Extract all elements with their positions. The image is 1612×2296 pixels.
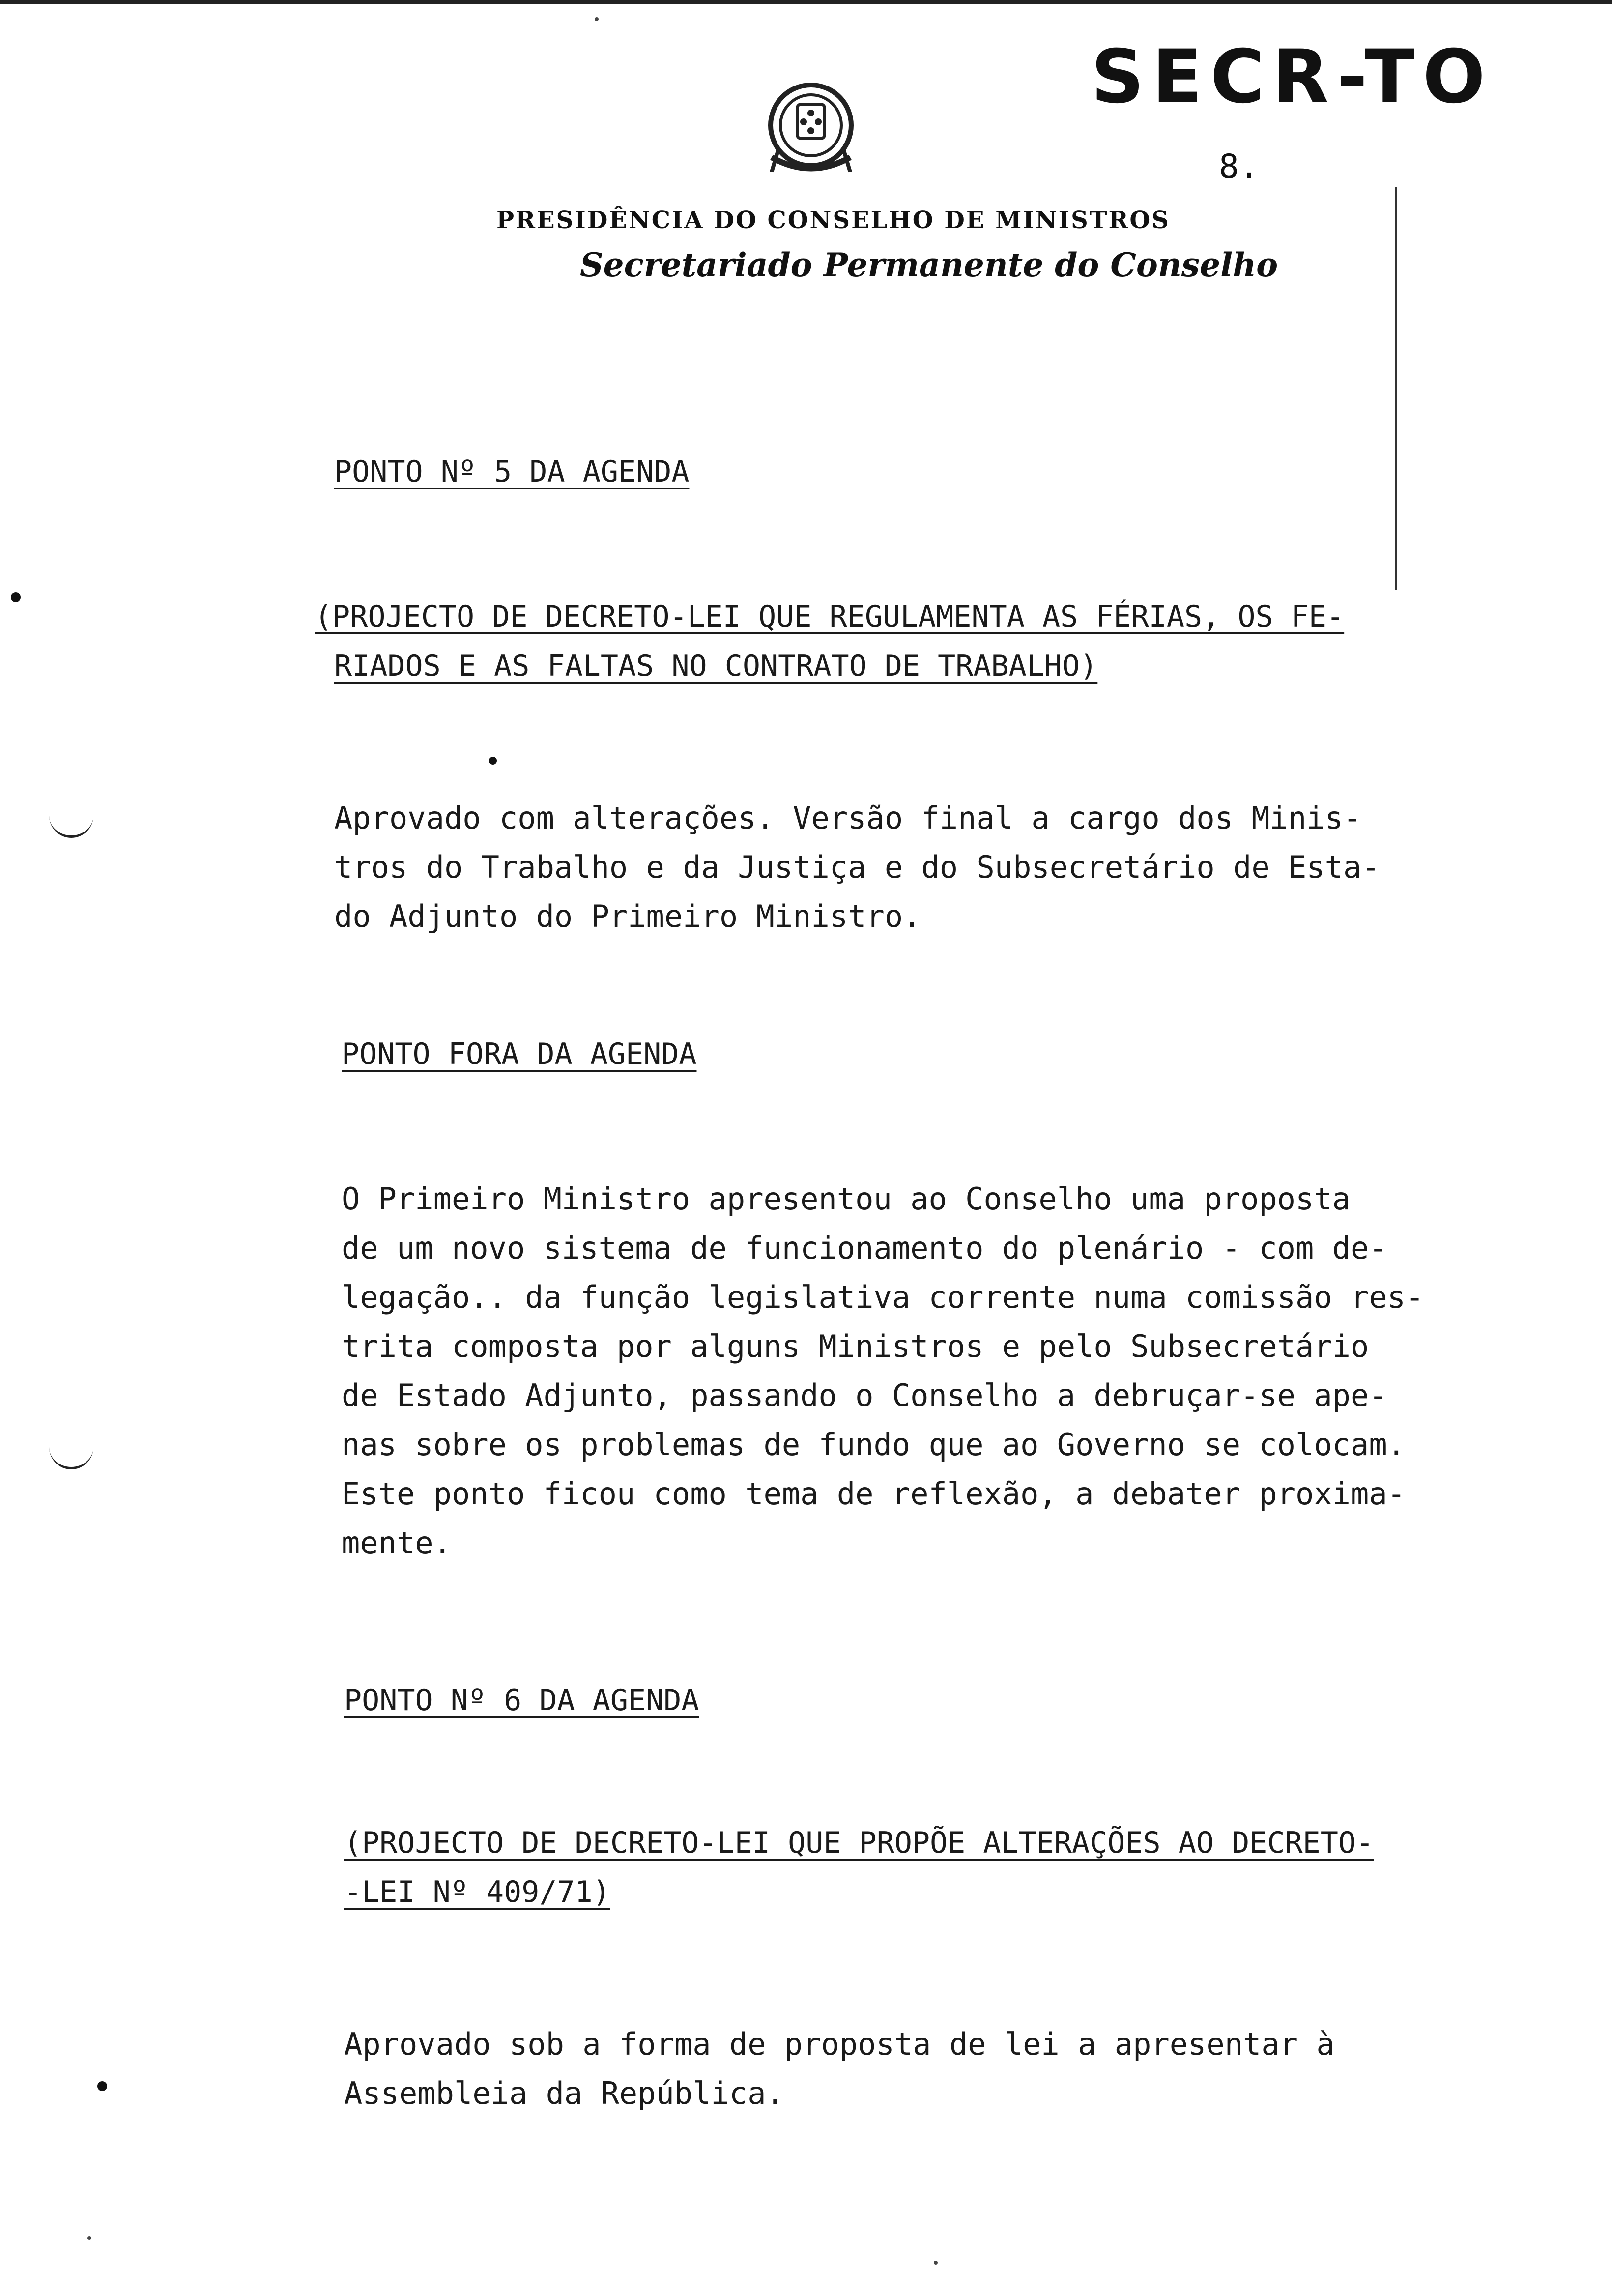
- scan-speck: [934, 2261, 938, 2265]
- scan-speck: [87, 2236, 91, 2240]
- body-line: O Primeiro Ministro apresentou ao Conselho uma proposta: [342, 1181, 1351, 1217]
- scan-speck: [11, 592, 21, 602]
- agenda-point-5-heading: PONTO Nº 5 DA AGENDA: [334, 455, 690, 489]
- agenda-point-6-project: [344, 1818, 1374, 1917]
- punch-hole-mark: [49, 1447, 93, 1469]
- body-line: de Estado Adjunto, passando o Conselho a debruçar-se ape-: [342, 1378, 1387, 1413]
- body-line: trita composta por alguns Ministros e pelo Subsecretário: [342, 1328, 1369, 1364]
- scan-speck: [595, 17, 599, 21]
- body-line: Assembleia da República.: [344, 2075, 784, 2111]
- body-line: nas sobre os problemas de fundo que ao Governo se colocam.: [342, 1427, 1406, 1463]
- secret-stamp: SECR-TO: [1091, 34, 1494, 120]
- project-line: RIADOS E AS FALTAS NO CONTRATO DE TRABALHO): [334, 649, 1098, 683]
- scan-speck: [97, 2081, 107, 2091]
- project-line: -LEI Nº 409/71): [344, 1875, 610, 1909]
- secretariat-header: Secretariado Permanente do Conselho: [580, 246, 1278, 284]
- scan-speck: [489, 757, 497, 765]
- body-line: legação.. da função legislativa corrente numa comissão res-: [342, 1279, 1424, 1315]
- body-line: do Adjunto do Primeiro Ministro.: [334, 898, 921, 934]
- project-line: (PROJECTO DE DECRETO-LEI QUE REGULAMENTA AS FÉRIAS, OS FE-: [315, 600, 1345, 634]
- project-line: (PROJECTO DE DECRETO-LEI QUE PROPÕE ALTERAÇÕES AO DECRETO-: [344, 1826, 1374, 1860]
- body-line: Aprovado com alterações. Versão final a cargo dos Minis-: [334, 800, 1362, 836]
- page-number: 8.: [1219, 147, 1259, 186]
- body-line: Este ponto ficou como tema de reflexão, a debater proxima-: [342, 1476, 1406, 1512]
- coat-of-arms-seal-icon: [752, 74, 870, 192]
- body-line: Aprovado sob a forma de proposta de lei a apresentar à: [344, 2026, 1335, 2062]
- agenda-point-5-project: [315, 592, 1344, 690]
- off-agenda-heading: PONTO FORA DA AGENDA: [342, 1037, 697, 1071]
- off-agenda-text: [342, 1175, 1424, 1568]
- body-line: tros do Trabalho e da Justiça e do Subsecretário de Esta-: [334, 849, 1380, 885]
- body-line: mente.: [342, 1525, 452, 1561]
- agenda-point-5-decision: [334, 794, 1380, 941]
- margin-vertical-line: [1395, 187, 1397, 590]
- institution-header: PRESIDÊNCIA DO CONSELHO DE MINISTROS: [496, 206, 1170, 234]
- agenda-point-6-decision: [344, 2020, 1335, 2118]
- punch-hole-mark: [49, 816, 93, 838]
- body-line: de um novo sistema de funcionamento do plenário - com de-: [342, 1230, 1387, 1266]
- agenda-point-6-heading: PONTO Nº 6 DA AGENDA: [344, 1683, 699, 1718]
- top-border-line: [0, 0, 1612, 4]
